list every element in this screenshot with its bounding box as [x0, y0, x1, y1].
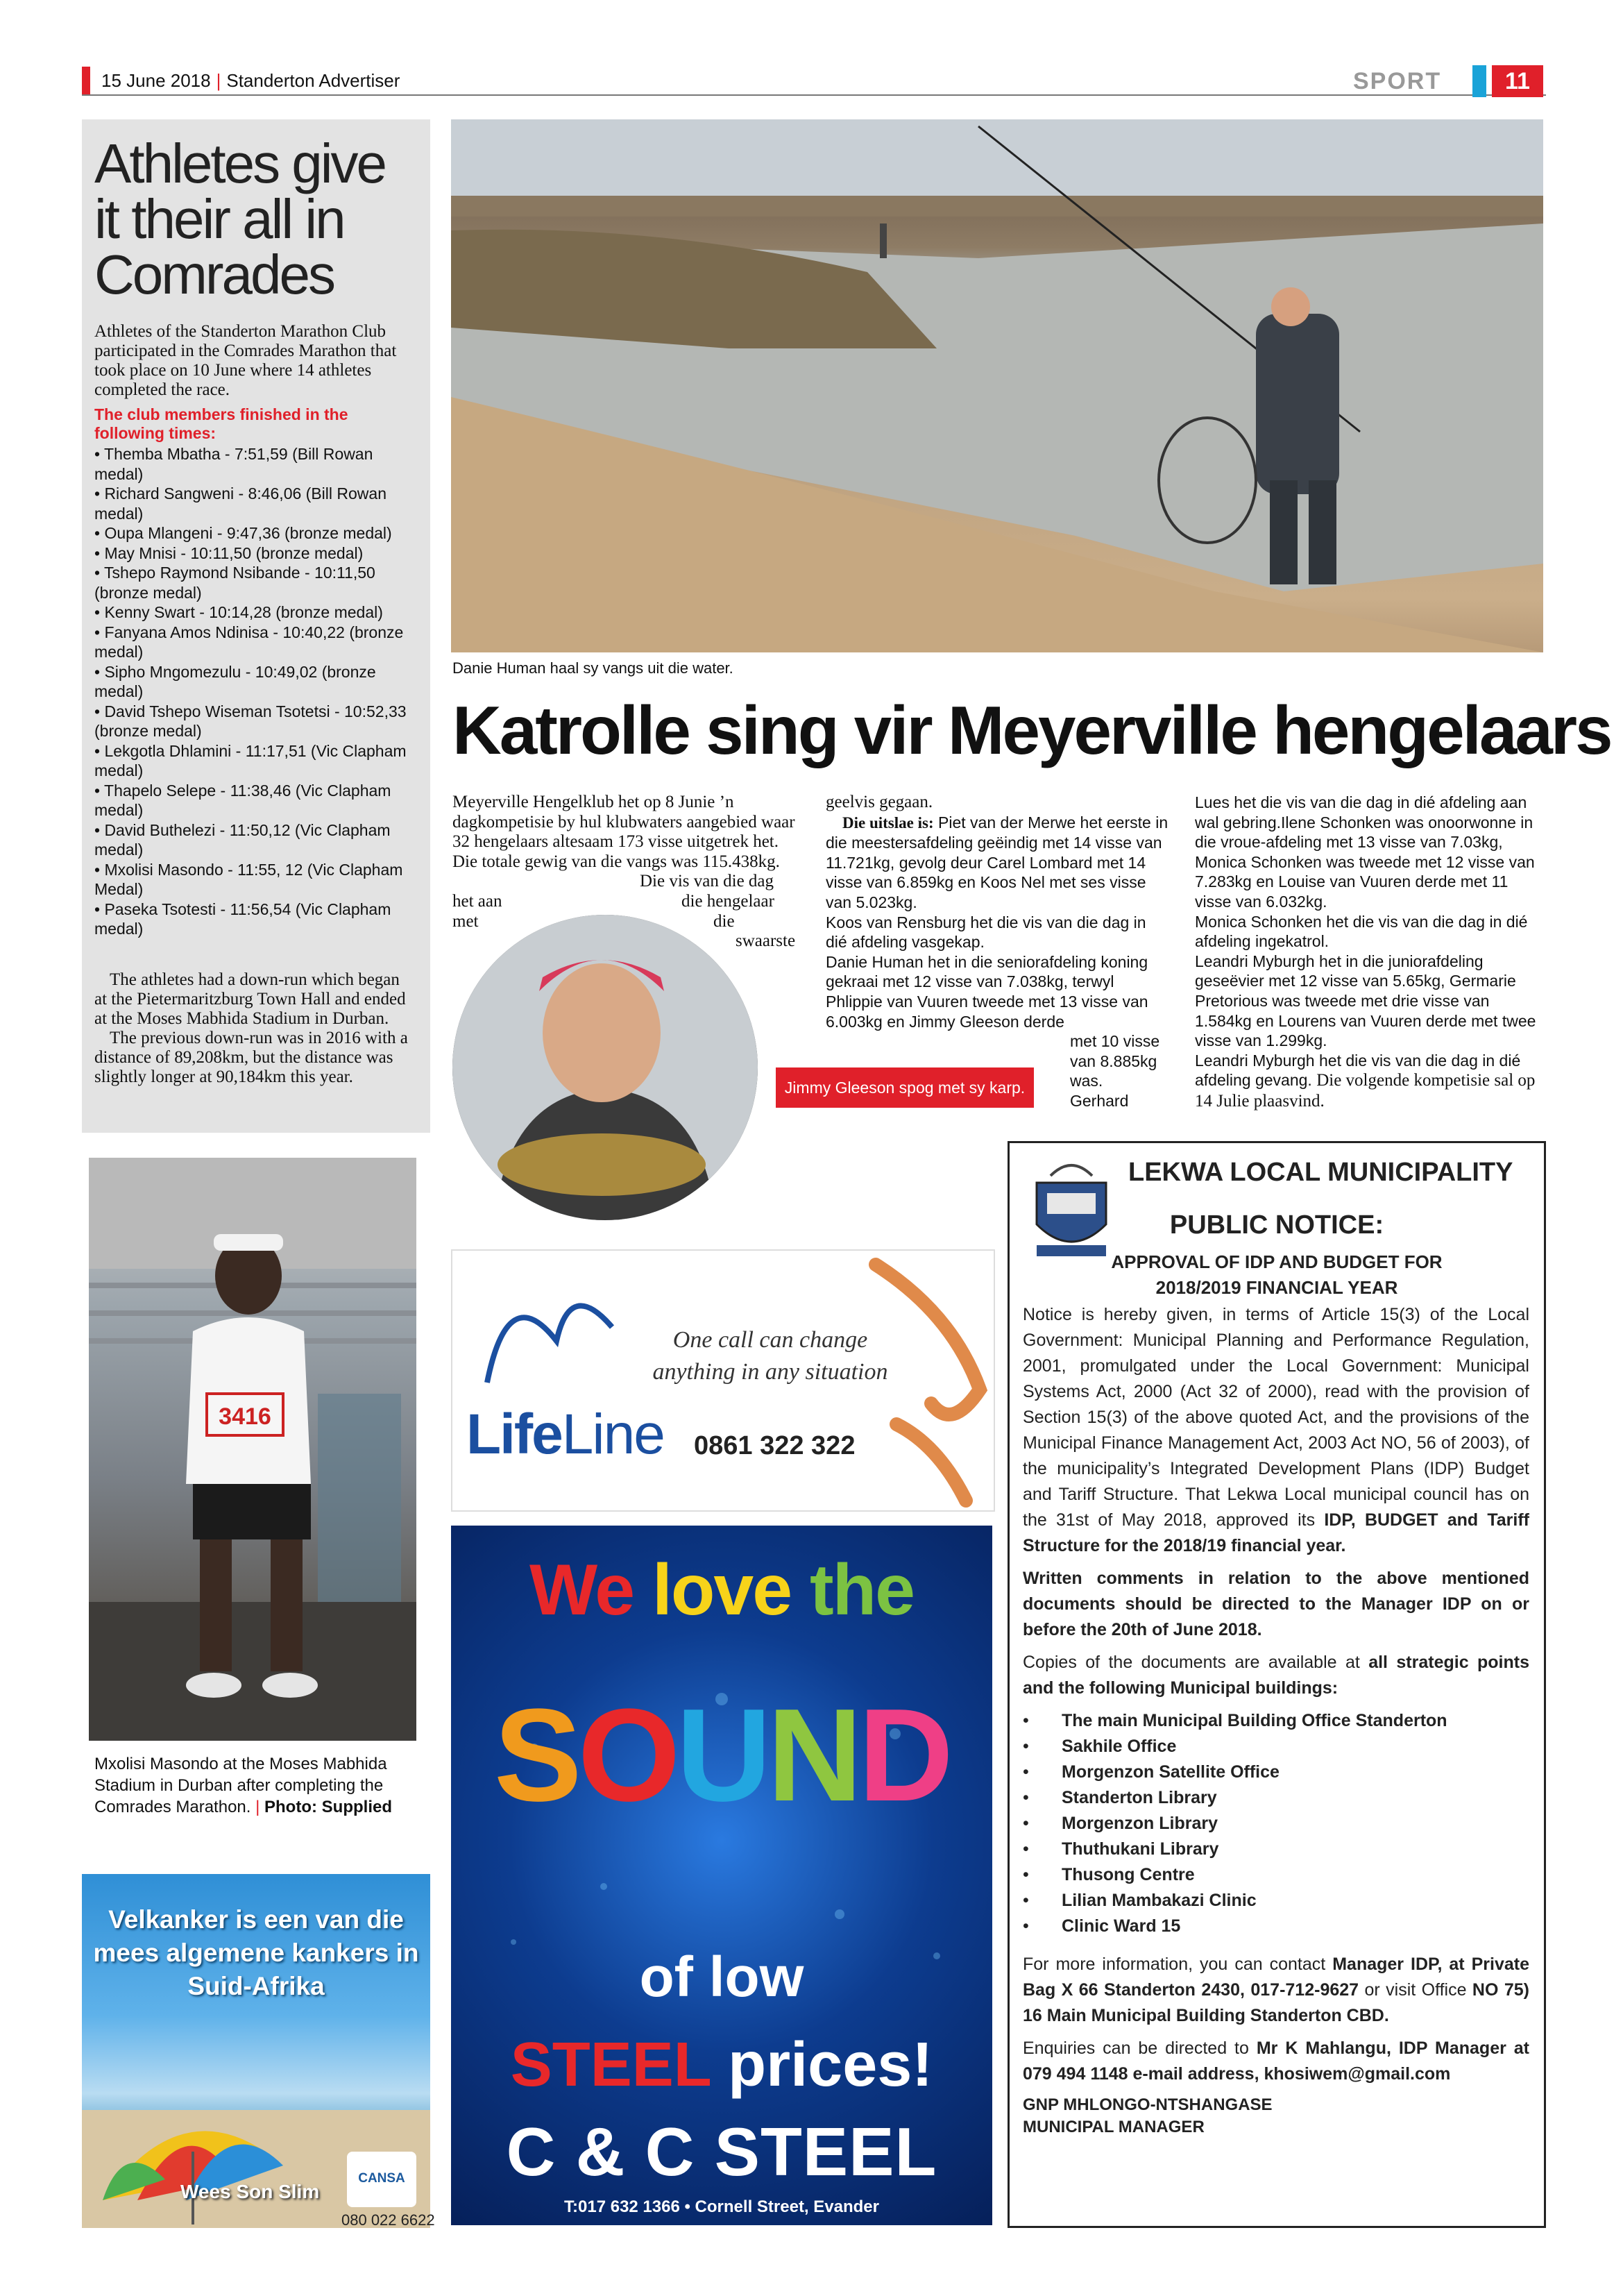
sound-letter: O	[577, 1682, 677, 1829]
building-item: • The main Municipal Building Office Standerton	[1023, 1708, 1529, 1734]
section-label: SPORT	[1353, 68, 1442, 94]
notice-signature	[1023, 2094, 1529, 2138]
photo-credit: Photo: Supplied	[264, 1798, 392, 1816]
sidebar-paragraph: The previous down-run was in 2016 with a distance of 89,208km, but the distance was slightly longer at 90,184km this year.	[94, 1029, 408, 1086]
building-item: • Thuthukani Library	[1023, 1837, 1529, 1862]
result-item: • Oupa Mlangeni - 9:47,36 (bronze medal)	[94, 524, 392, 542]
sidebar-intro: Athletes of the Standerton Marathon Club participated in the Comrades Marathon that took place on 10 June where 14 athletes completed the race.	[94, 322, 397, 399]
result-item: • Richard Sangweni - 8:46,06 (Bill Rowan medal)	[94, 484, 386, 523]
article-fragment: Gerhard	[1070, 1091, 1129, 1110]
result-item: • Themba Mbatha - 7:51,59 (Bill Rowan medal)	[94, 445, 373, 483]
building-item: • Morgenzon Library	[1023, 1811, 1529, 1837]
header-red-bar	[82, 67, 90, 94]
result-item: • David Tshepo Wiseman Tsotetsi - 10:52,33 (bronze medal)	[94, 702, 407, 740]
header-dateline	[101, 67, 400, 94]
results-list	[94, 444, 420, 939]
notice-text: or visit Office	[1359, 1980, 1472, 2000]
caption-text: Mxolisi Masondo at the Moses Mabhida Stadium in Durban after completing the Comrades Marathon.	[94, 1755, 387, 1816]
building-item: • Morgenzon Satellite Office	[1023, 1759, 1529, 1785]
caption-separator: |	[255, 1798, 260, 1816]
article-paragraph: Danie Human het in die seniorafdeling koning gekraai met 12 visse van 7.038kg, terwyl Phlippie van Vuuren tweede met 13 visse van 6.003kg en Jimmy Gleeson derde	[826, 952, 1148, 1031]
header-separator: |	[216, 70, 221, 91]
notice-text: Copies of the documents are available at	[1023, 1653, 1369, 1672]
notice-text: Enquiries can be directed to	[1023, 2038, 1257, 2058]
article-fragment: van 8.885kg	[1070, 1052, 1157, 1070]
notice-paragraph	[1023, 2036, 1529, 2087]
notice-paragraph	[1023, 1952, 1529, 2029]
cansa-logo: CANSA	[347, 2152, 416, 2207]
building-item: • Standerton Library	[1023, 1785, 1529, 1811]
article-fragment: swaarste	[736, 931, 796, 951]
article-headline: Katrolle sing vir Meyerville hengelaars	[452, 692, 1611, 768]
notice-paragraph: Written comments in relation to the above mentioned documents should be directed to the Manager IDP on or before the 20th of June 2018.	[1023, 1569, 1529, 1639]
signatory-name: GNP MHLONGO-NTSHANGASE	[1023, 2095, 1273, 2114]
article-paragraph: Meyerville Hengelklub het op 8 Junie ’n dagkompetisie by hul klubwaters aangebied waar 32 hengelaars altesaam 173 visse uitgetrek het.	[452, 793, 795, 852]
fishing-photo	[451, 119, 1543, 652]
bib-number: 3416	[219, 1403, 271, 1430]
notice-subtitle	[1008, 1249, 1546, 1301]
runner-photo-caption	[94, 1753, 422, 1818]
result-item: • Paseka Tsotesti - 11:56,54 (Vic Clapham medal)	[94, 900, 391, 938]
header-rule	[82, 94, 1546, 96]
sidebar-red-lead: The club members finished in the following times:	[94, 405, 348, 442]
notice-bold: Mr K Mahlangu, IDP Manager at 079 494 1148 e-mail address, khosiwem@gmail.com	[1023, 2038, 1529, 2084]
article-text: het aan	[452, 891, 502, 911]
steel-prices-text: prices!	[711, 2030, 933, 2100]
article-paragraph: geelvis gegaan.	[826, 793, 933, 811]
steel-contact: T:017 632 1366 • Cornell Street, Evander	[564, 2197, 879, 2216]
steel-sound-word	[451, 1680, 992, 1831]
article-paragraph	[1195, 1051, 1545, 1112]
fishing-photo-caption: Danie Human haal sy vangs uit die water.	[452, 659, 733, 677]
publication-name: Standerton Advertiser	[226, 70, 400, 91]
article-column-2	[826, 793, 1170, 1111]
building-list	[1023, 1708, 1529, 1939]
notice-bold: all strategic points and the following Municipal buildings:	[1023, 1653, 1530, 1698]
steel-word: We	[529, 1550, 634, 1630]
article-text: die hengelaar	[681, 891, 774, 911]
lifeline-logo-life: Life	[466, 1403, 562, 1466]
article-fragment	[452, 892, 797, 912]
sound-letter: U	[676, 1682, 767, 1829]
steel-line-prices	[451, 2029, 992, 2101]
lifeline-logo	[466, 1402, 664, 1467]
sidebar-closing	[94, 970, 415, 1087]
building-item: • Clinic Ward 15	[1023, 1914, 1529, 1939]
cansa-slogan: Wees Son Slim	[180, 2181, 320, 2202]
issue-date: 15 June 2018	[101, 70, 211, 91]
article-fragment: was.	[1070, 1072, 1103, 1090]
notice-organisation: LEKWA LOCAL MUNICIPALITY	[1128, 1158, 1513, 1187]
article-column-3	[1195, 793, 1545, 1112]
notice-bold: NO 75) 16 Main Municipal Building Standerton CBD.	[1023, 1980, 1529, 2025]
steel-line-of-low: of low	[639, 1945, 804, 2009]
portrait-caption: Jimmy Gleeson spog met sy karp.	[776, 1067, 1034, 1108]
article-paragraph: Monica Schonken het die vis van die dag in dié afdeling ingekatrol.	[1195, 912, 1528, 951]
result-item: • May Mnisi - 10:11,50 (bronze medal)	[94, 543, 364, 562]
lifeline-tagline: One call can change anything in any situation	[652, 1327, 888, 1385]
steel-word: love	[652, 1550, 792, 1630]
page-number: 11	[1492, 65, 1543, 97]
runner-illustration	[89, 1158, 416, 1741]
article-text: die	[713, 911, 735, 931]
notice-bold: IDP, BUDGET and Tariff Structure for the 2018/19 financial year.	[1023, 1510, 1530, 1555]
article-paragraph: Leandri Myburgh het in die juniorafdeling geseëvier met 12 visse van 5.65kg, Germarie Pretorious was tweede met drie visse van 1.584kg en Lourens van Vuuren derde met twee visse van 1.299kg.	[1195, 952, 1536, 1050]
article-text: met	[452, 911, 479, 931]
building-item: • Thusong Centre	[1023, 1862, 1529, 1888]
notice-body	[1023, 1302, 1529, 2138]
sound-letter: D	[858, 1682, 950, 1829]
article-paragraph	[452, 852, 797, 872]
article-text: Die totale gewig van die vangs was 115.438kg.	[452, 852, 780, 871]
article-text: Die volgende kompetisie sal op 14 Julie plaasvind.	[1195, 1071, 1536, 1111]
article-paragraph	[826, 813, 1170, 913]
result-item: • Tshepo Raymond Nsibande - 10:11,50 (bronze medal)	[94, 564, 375, 602]
article-text: Piet van der Merwe het eerste in die meestersafdeling geëindig met 14 visse van 11.721kg, gevolg deur Carel Lombard met 14 visse van 6.859kg en Koos Nel met ses visse van 5.023kg.	[826, 813, 1169, 911]
cansa-phone: 080 022 6622	[341, 2211, 435, 2229]
page-tab-accent	[1472, 65, 1486, 97]
notice-bold: Manager IDP, at Private Bag X 66 Standerton 2430, 017-712-9627	[1023, 1955, 1529, 2000]
notice-title: PUBLIC NOTICE:	[1169, 1210, 1384, 1240]
result-item: • Thapelo Selepe - 11:38,46 (Vic Clapham medal)	[94, 781, 391, 819]
sidebar-headline: Athletes give it their all in Comrades	[94, 133, 386, 305]
notice-text: For more information, you can contact	[1023, 1955, 1333, 1974]
steel-headline	[451, 1549, 992, 1632]
result-item: • Sipho Mngomezulu - 10:49,02 (bronze medal)	[94, 662, 376, 700]
notice-paragraph	[1023, 1302, 1529, 1559]
sidebar-paragraph: The athletes had a down-run which began at the Pietermaritzburg Town Hall and ended at the Moses Mabhida Stadium in Durban.	[94, 970, 406, 1028]
lifeline-phone: 0861 322 322	[694, 1431, 856, 1460]
lifeline-logo-line: Line	[561, 1403, 664, 1466]
article-paragraph: Koos van Rensburg het die vis van die dag in dié afdeling vasgekap.	[826, 913, 1146, 952]
notice-subtitle-line: APPROVAL OF IDP AND BUDGET FOR	[1111, 1251, 1443, 1272]
building-item: • Lilian Mambakazi Clinic	[1023, 1888, 1529, 1914]
result-item: • Lekgotla Dhlamini - 11:17,51 (Vic Clapham medal)	[94, 741, 407, 779]
results-lead: Die uitslae is:	[842, 813, 934, 832]
result-item: • Fanyana Amos Ndinisa - 10:40,22 (bronze medal)	[94, 623, 404, 661]
cansa-headline: Velkanker is een van die mees algemene kankers in Suid-Afrika	[93, 1905, 419, 2000]
steel-word: the	[810, 1550, 915, 1630]
article-fragment: Die vis van die dag	[640, 872, 774, 891]
sound-letter: S	[493, 1682, 578, 1829]
notice-paragraph	[1023, 1650, 1529, 1701]
angler-with-carp	[452, 915, 758, 1220]
signatory-title: MUNICIPAL MANAGER	[1023, 2118, 1205, 2136]
jimmy-gleeson-portrait	[452, 915, 758, 1220]
notice-subtitle-line: 2018/2019 FINANCIAL YEAR	[1155, 1277, 1398, 1298]
article-fragment: met 10 visse	[1070, 1032, 1160, 1051]
building-item: • Sakhile Office	[1023, 1734, 1529, 1759]
steel-company-name: C & C STEEL	[506, 2113, 937, 2190]
runner-photo	[89, 1158, 416, 1741]
fishing-scene	[451, 119, 1543, 652]
article-text: Leandri Myburgh het die vis van die dag in dié afdeling gevang.	[1195, 1051, 1521, 1090]
result-item: • Kenny Swart - 10:14,28 (bronze medal)	[94, 603, 383, 621]
result-item: • David Buthelezi - 11:50,12 (Vic Clapham medal)	[94, 820, 391, 859]
sound-letter: N	[767, 1682, 858, 1829]
article-paragraph: Lues het die vis van die dag in dié afdeling aan wal gebring.Ilene Schonken was onoorwonne in die vroue-afdeling met 13 visse van 7.03kg, Monica Schonken was tweede met 12 visse van 7.283kg en Louise van Vuuren derde met 11 visse van 6.032kg.	[1195, 793, 1535, 911]
steel-highlight: STEEL	[510, 2030, 711, 2100]
result-item: • Mxolisi Masondo - 11:55, 12 (Vic Clapham Medal)	[94, 860, 403, 898]
notice-text: Notice is hereby given, in terms of Article 15(3) of the Local Government: Municipal Planning and Performance Regulation, 2001, promulgated under the Local Government: Municipal Systems Act, 2000 (Act 32 of 2000), read with the provision of Section 15(3) of the above quoted Act, and the provisions of the Municipal Finance Management Act, 2003 Act NO, 56 of 2003), of the municipality’s Integrated Development Plans (IDP) Budget and Tariff Structure. That Lekwa Local municipal council has on the 31st of May 2018, approved its	[1023, 1305, 1529, 1530]
